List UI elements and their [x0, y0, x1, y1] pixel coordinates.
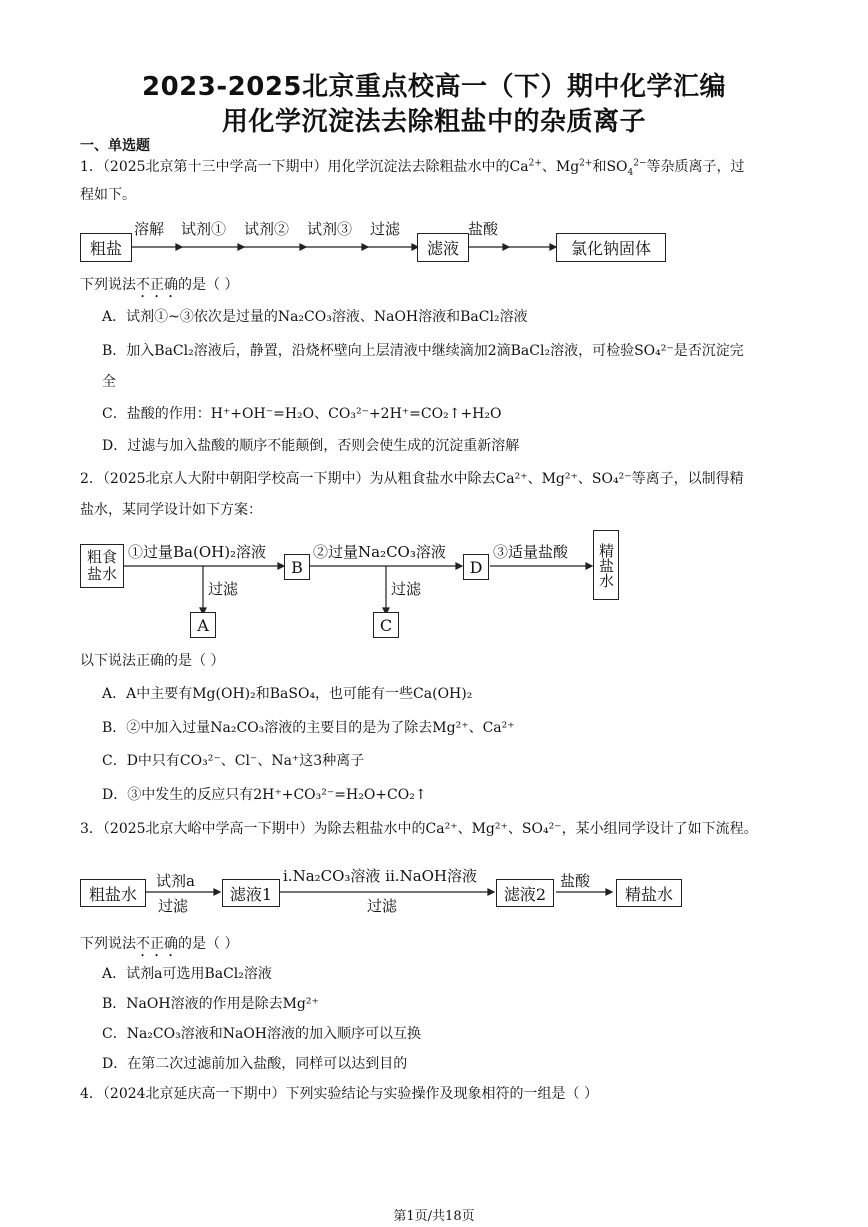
q2-filter2: 过滤: [391, 580, 422, 598]
page-footer: 第1页/共18页: [393, 1209, 475, 1224]
q3-prompt-pre: 下列说法: [80, 936, 136, 952]
q4-stem: 4．（2024北京延庆高一下期中）下列实验结论与实验操作及现象相符的一组是（ ）: [80, 1086, 598, 1102]
q1-box-crude-salt: 粗盐: [80, 233, 132, 262]
q1-step-filter: 过滤: [370, 220, 401, 238]
q3-step2-filter: 过滤: [367, 897, 398, 915]
q1-stem-text: 1．（2025北京第十三中学高一下期中）用化学沉淀法去除粗盐水中的Ca: [80, 159, 529, 175]
q1-option-d[interactable]: D．过滤与加入盐酸的顺序不能颠倒，否则会使生成的沉淀重新溶解: [102, 438, 520, 454]
q1-step-reagent1: 试剂①: [181, 220, 227, 238]
q3-option-b[interactable]: B．NaOH溶液的作用是除去Mg²⁺: [102, 996, 319, 1012]
q1-option-a[interactable]: A．试剂①~③依次是过量的Na₂CO₃溶液、NaOH溶液和BaCl₂溶液: [102, 309, 528, 325]
q1-prompt-emphasis: 不正确: [136, 277, 178, 293]
q3-step1-reagent: 试剂a: [156, 872, 195, 890]
q1-option-c[interactable]: C．盐酸的作用：H⁺+OH⁻=H₂O、CO₃²⁻+2H⁺=CO₂↑+H₂O: [102, 406, 502, 422]
q2-filter1: 过滤: [208, 580, 239, 598]
q1-prompt-post: 的是（ ）: [178, 277, 239, 293]
page-title: 2023-2025北京重点校高一（下）期中化学汇编: [141, 72, 727, 102]
q2-option-c[interactable]: C．D中只有CO₃²⁻、Cl⁻、Na⁺这3种离子: [102, 753, 365, 769]
q2-stem-line2: 盐水，某同学设计如下方案：: [80, 502, 262, 518]
q2-step3: ③适量盐酸: [493, 543, 569, 561]
q2-step2: ②过量Na₂CO₃溶液: [313, 543, 446, 561]
q2-box-refined-brine: 精盐水: [593, 530, 619, 600]
q2-option-d[interactable]: D．③中发生的反应只有2H⁺+CO₃²⁻=H₂O+CO₂↑: [102, 787, 427, 803]
section-heading: 一、单选题: [80, 138, 150, 154]
q3-prompt-emphasis: 不正确: [136, 936, 178, 952]
q2-box-d: D: [463, 554, 489, 580]
q1-prompt-pre: 下列说法: [80, 277, 136, 293]
page-subtitle: 用化学沉淀法去除粗盐中的杂质离子: [221, 107, 646, 137]
q1-stem: 1．（2025北京第十三中学高一下期中）用化学沉淀法去除粗盐水中的$Ca^{2+}$、$Mg^{2+}$和$SO_4^{2-}$等杂质离子，过: [80, 158, 745, 178]
q2-option-a[interactable]: A．A中主要有Mg(OH)₂和BaSO₄，也可能有一些Ca(OH)₂: [102, 686, 473, 702]
q3-option-a[interactable]: A．试剂a可选用BaCl₂溶液: [102, 966, 272, 982]
q1-step-reagent2: 试剂②: [244, 220, 290, 238]
q1-option-b[interactable]: B．加入BaCl₂溶液后，静置，沿烧杯壁向上层清液中继续滴加2滴BaCl₂溶液，可检验SO₄²⁻是否沉淀完: [102, 343, 744, 359]
q2-option-b[interactable]: B．②中加入过量Na₂CO₃溶液的主要目的是为了除去Mg²⁺、Ca²⁺: [102, 720, 515, 736]
q3-option-d[interactable]: D．在第二次过滤前加入盐酸，同样可以达到目的: [102, 1056, 408, 1072]
q2-box-crude-brine: 粗食盐水: [80, 544, 124, 588]
q3-step1-filter: 过滤: [158, 897, 189, 915]
q1-box-nacl-solid: 氯化钠固体: [556, 233, 666, 262]
q3-prompt: [80, 930, 792, 960]
q3-step3-hcl: 盐酸: [560, 872, 591, 890]
q1-box-filtrate: 滤液: [417, 233, 469, 262]
q3-option-c[interactable]: C．Na₂CO₃溶液和NaOH溶液的加入顺序可以互换: [102, 1026, 422, 1042]
q2-box-a: A: [190, 612, 216, 638]
q2-stem: 2．（2025北京人大附中朝阳学校高一下期中）为从粗食盐水中除去Ca²⁺、Mg²⁺、SO₄²⁻等离子，以制得精: [80, 471, 744, 487]
q2-prompt: 以下说法正确的是（ ）: [80, 653, 225, 669]
q3-prompt-post: 的是（ ）: [178, 936, 239, 952]
q3-box-filtrate1: 滤液1: [222, 879, 280, 907]
q1-stem-line2: 程如下。: [80, 187, 136, 203]
q1-step-dissolve: 溶解: [134, 220, 165, 238]
q2-step1: ①过量Ba(OH)₂溶液: [128, 543, 267, 561]
q3-box-crude-brine: 粗盐水: [80, 879, 146, 907]
q3-box-filtrate2: 滤液2: [496, 879, 554, 907]
q3-step2-reagents: ⅰ.Na₂CO₃溶液 ⅱ.NaOH溶液: [283, 867, 478, 885]
q1-step-hcl: 盐酸: [468, 220, 499, 238]
q1-option-b-cont: 全: [102, 374, 116, 390]
q3-stem: 3．（2025北京大峪中学高一下期中）为除去粗盐水中的Ca²⁺、Mg²⁺、SO₄²⁻，某小组同学设计了如下流程。: [80, 821, 758, 837]
q1-prompt: [80, 271, 792, 301]
q2-box-b: B: [284, 554, 310, 580]
q1-step-reagent3: 试剂③: [307, 220, 353, 238]
q3-box-refined-brine: 精盐水: [616, 879, 682, 907]
q2-box-c: C: [373, 612, 399, 638]
